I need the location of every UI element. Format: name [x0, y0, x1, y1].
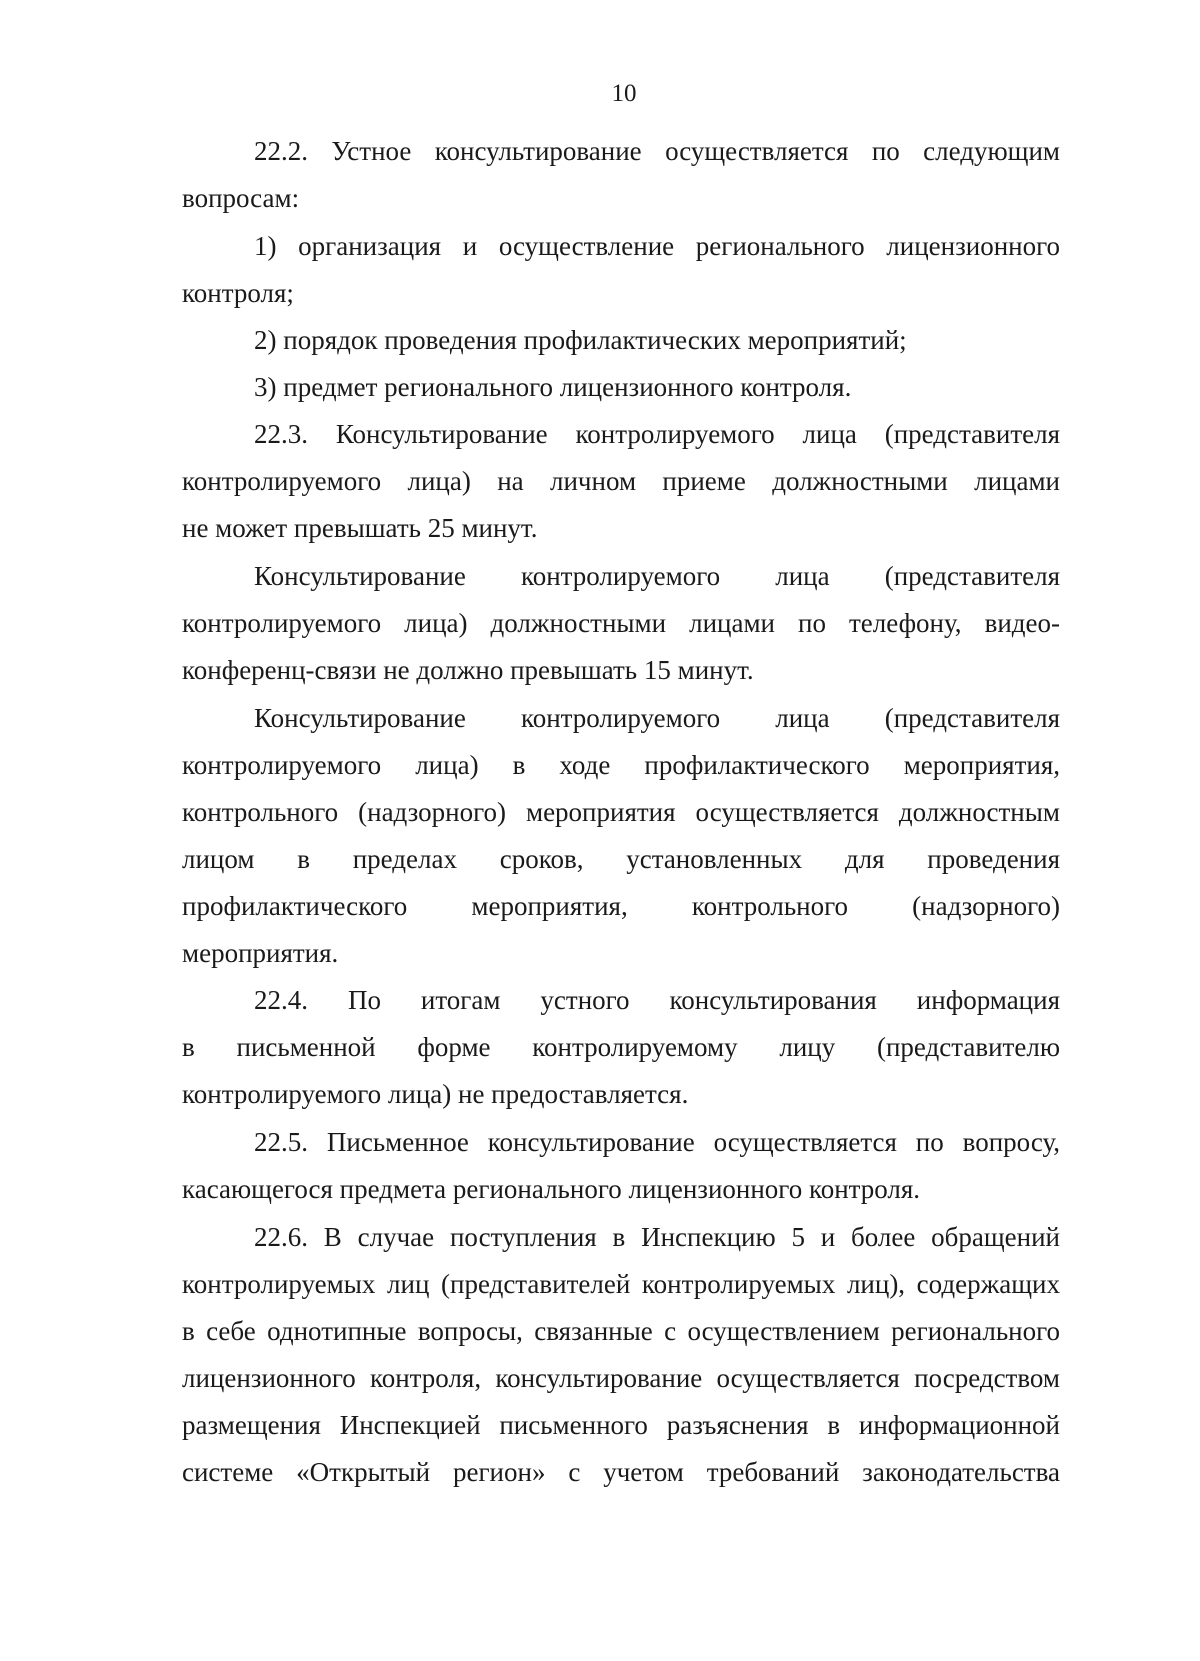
paragraph-22-6 [182, 1214, 1060, 1496]
text-line: 1) организация и осуществление регионального лицензионного [254, 231, 1060, 261]
text-line: в письменной форме контролируемому лицу (представителю [182, 1032, 1060, 1062]
text-line: размещения Инспекцией письменного разъяснения в информационной [182, 1410, 1060, 1440]
list-item-3 [182, 364, 1060, 411]
paragraph-22-3 [182, 411, 1060, 552]
list-item-1 [182, 223, 1060, 317]
text-line: касающегося предмета регионального лицензионного контроля. [182, 1174, 921, 1204]
text-line: 3) предмет регионального лицензионного контроля. [254, 372, 852, 402]
paragraph-22-5 [182, 1119, 1060, 1213]
paragraph-22-2 [182, 128, 1060, 222]
text-line: контролируемого лица) в ходе профилактического мероприятия, [182, 750, 1060, 780]
text-line: контролируемого лица) должностными лицами по телефону, видео- [182, 608, 1060, 638]
text-line: 2) порядок проведения профилактических мероприятий; [254, 325, 907, 355]
paragraph-phone-consulting [182, 553, 1060, 694]
text-line: Консультирование контролируемого лица (представителя [254, 703, 1060, 733]
text-line: профилактического мероприятия, контрольного (надзорного) [182, 891, 1060, 921]
text-line: в себе однотипные вопросы, связанные с осуществлением регионального [182, 1316, 1060, 1346]
text-line: Консультирование контролируемого лица (представителя [254, 561, 1060, 591]
paragraph-22-4 [182, 977, 1060, 1118]
text-line: мероприятия. [182, 938, 339, 968]
text-line: лицом в пределах сроков, установленных для проведения [182, 844, 1060, 874]
paragraph-event-consulting [182, 695, 1060, 977]
text-line: контрольного (надзорного) мероприятия осуществляется должностным [182, 797, 1060, 827]
text-line: 22.3. Консультирование контролируемого лица (представителя [254, 419, 1060, 449]
text-line: системе «Открытый регион» с учетом требований законодательства [182, 1457, 1060, 1487]
text-line: контролируемого лица) на личном приеме должностными лицами [182, 466, 1060, 496]
text-line: 22.5. Письменное консультирование осуществляется по вопросу, [254, 1127, 1060, 1157]
list-item-2 [182, 317, 1060, 364]
text-line: контролируемого лица) не предоставляется. [182, 1079, 689, 1109]
text-line: контроля; [182, 278, 294, 308]
document-body [182, 128, 1060, 1496]
page-number: 10 [611, 80, 637, 107]
text-line: контролируемых лиц (представителей контролируемых лиц), содержащих [182, 1269, 1060, 1299]
text-line: 22.6. В случае поступления в Инспекцию 5 и более обращений [254, 1222, 1060, 1252]
text-line: конференц-связи не должно превышать 15 минут. [182, 655, 754, 685]
text-line: 22.2. Устное консультирование осуществляется по следующим [254, 136, 1060, 166]
text-line: вопросам: [182, 183, 300, 213]
text-line: 22.4. По итогам устного консультирования информация [254, 985, 1060, 1015]
text-line: лицензионного контроля, консультирование осуществляется посредством [182, 1363, 1060, 1393]
text-line: не может превышать 25 минут. [182, 513, 538, 543]
